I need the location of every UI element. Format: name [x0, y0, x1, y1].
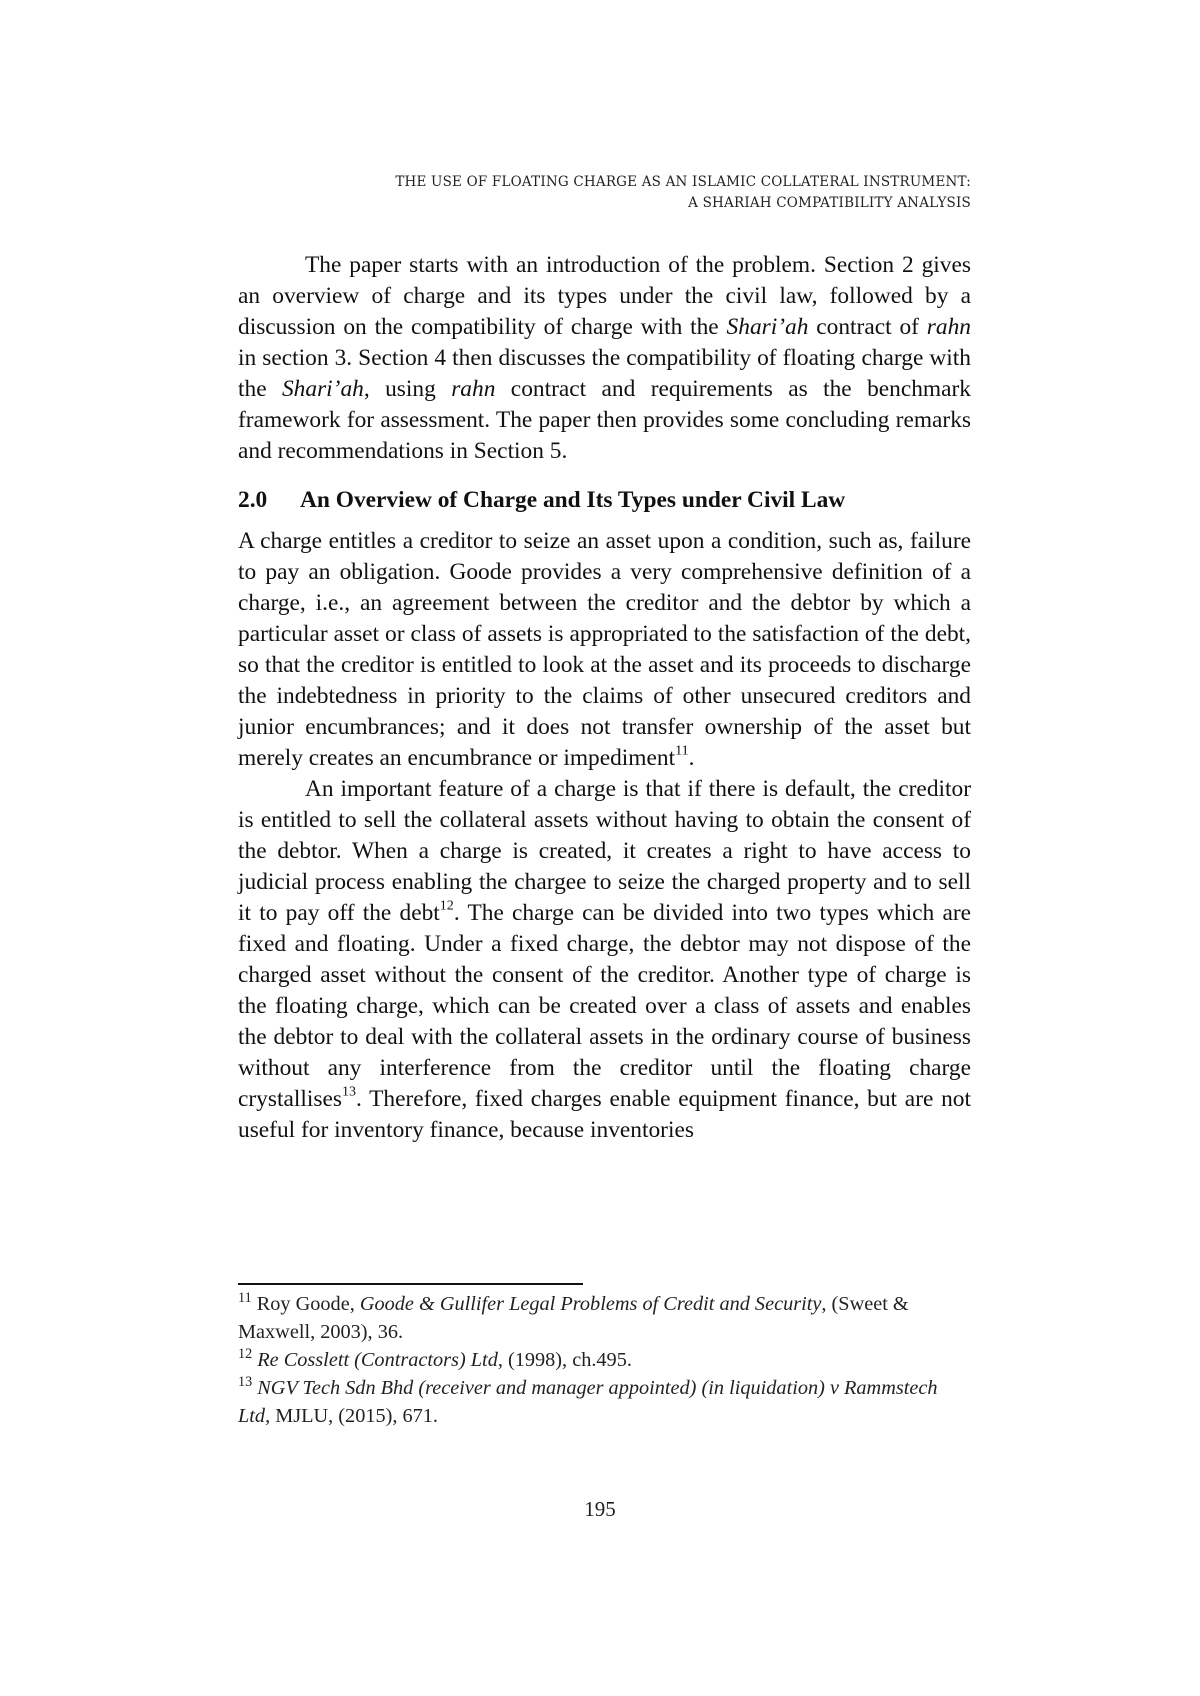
italic-title: Goode & Gullifer Legal Problems of Credit and Security — [359, 1293, 822, 1315]
text-run: , (Sweet & Maxwell, 2003), 36. — [238, 1293, 909, 1343]
running-head — [271, 172, 971, 214]
italic-term: rahn — [926, 314, 971, 340]
italic-title: NGV Tech Sdn Bhd (receiver and manager appointed) (in liquidation) v Rammstech Ltd — [238, 1377, 938, 1427]
italic-term: Shari’ah — [726, 314, 809, 340]
text-run: in section 3. Section 4 then discusses the compatibility of floating charge with the — [238, 345, 971, 402]
footnote-ref[interactable]: 13 — [341, 1083, 356, 1100]
text-run: . Therefore, fixed charges enable equipment finance, but are not useful for inventory finance, because inventories — [238, 1086, 971, 1143]
footnote-number: 13 — [238, 1374, 253, 1391]
italic-term: Shari’ah — [281, 376, 364, 402]
paragraph-charge-definition — [238, 526, 971, 774]
footnote-separator — [238, 1283, 583, 1285]
text-run: . The charge can be divided into two types which are fixed and floating. Under a fixed charge, the debtor may not dispose of the charged asset without the consent of the creditor. Another type of charge is the floating charge, which can be created over a class of assets and enables the debtor to deal with the collateral assets in the ordinary course of business without any interference from the creditor until the floating charge crystallises — [238, 900, 971, 1112]
text-run: contract and requirements as the benchmark framework for assessment. The paper then provides some concluding remarks and recommendations in Section 5. — [238, 376, 971, 464]
italic-title: Re Cosslett (Contractors) Ltd — [257, 1349, 498, 1371]
text-run: An important feature of a charge is that if there is default, the creditor is entitled to sell the collateral assets without having to obtain the consent of the debtor. When a charge is created, it creates a right to have access to judicial process enabling the chargee to seize the charged property and to sell it to pay off the debt — [238, 776, 971, 926]
footnote-number: 11 — [238, 1290, 252, 1307]
text-run: Roy Goode, — [251, 1293, 360, 1315]
section-number: 2.0 — [238, 487, 268, 513]
body-text — [238, 250, 971, 1146]
paragraph-charge-features — [238, 774, 971, 1146]
footnote-item — [238, 1346, 971, 1374]
footnote-ref[interactable]: 11 — [675, 742, 689, 759]
footnote-ref[interactable]: 12 — [439, 897, 454, 914]
running-head-line-2: A SHARIAH COMPATIBILITY ANALYSIS — [688, 195, 971, 211]
text-run: , MJLU, (2015), 671. — [265, 1405, 439, 1427]
text-run: , using — [363, 376, 452, 402]
footnotes — [238, 1290, 971, 1430]
section-heading — [238, 485, 971, 516]
page-number: 195 — [584, 1497, 616, 1521]
footnote-number: 12 — [238, 1346, 253, 1363]
footnote-item — [238, 1290, 971, 1346]
text-run: contract of — [808, 314, 927, 340]
text-run: . — [688, 745, 695, 771]
text-run: , (1998), ch.495. — [497, 1349, 632, 1371]
text-run: The paper starts with an introduction of the problem. Section 2 gives an overview of charge and its types under the civil law, followed by a discussion on the compatibility of charge with the — [238, 252, 971, 340]
paragraph-introduction — [238, 250, 971, 467]
section-title: An Overview of Charge and Its Types under Civil Law — [300, 487, 846, 513]
footnote-item — [238, 1374, 971, 1430]
running-head-line-1: THE USE OF FLOATING CHARGE AS AN ISLAMIC COLLATERAL INSTRUMENT: — [395, 174, 971, 190]
italic-term: rahn — [451, 376, 496, 402]
text-run: A charge entitles a creditor to seize an asset upon a condition, such as, failure to pay an obligation. Goode provides a very comprehensive definition of a charge, i.e., an agreement between the creditor and the debtor by which a particular asset or class of assets is appropriated to the satisfaction of the debt, so that the creditor is entitled to look at the asset and its proceeds to discharge the indebtedness in priority to the claims of other unsecured creditors and junior encumbrances; and it does not transfer ownership of the asset but merely creates an encumbrance or impediment — [238, 528, 971, 771]
